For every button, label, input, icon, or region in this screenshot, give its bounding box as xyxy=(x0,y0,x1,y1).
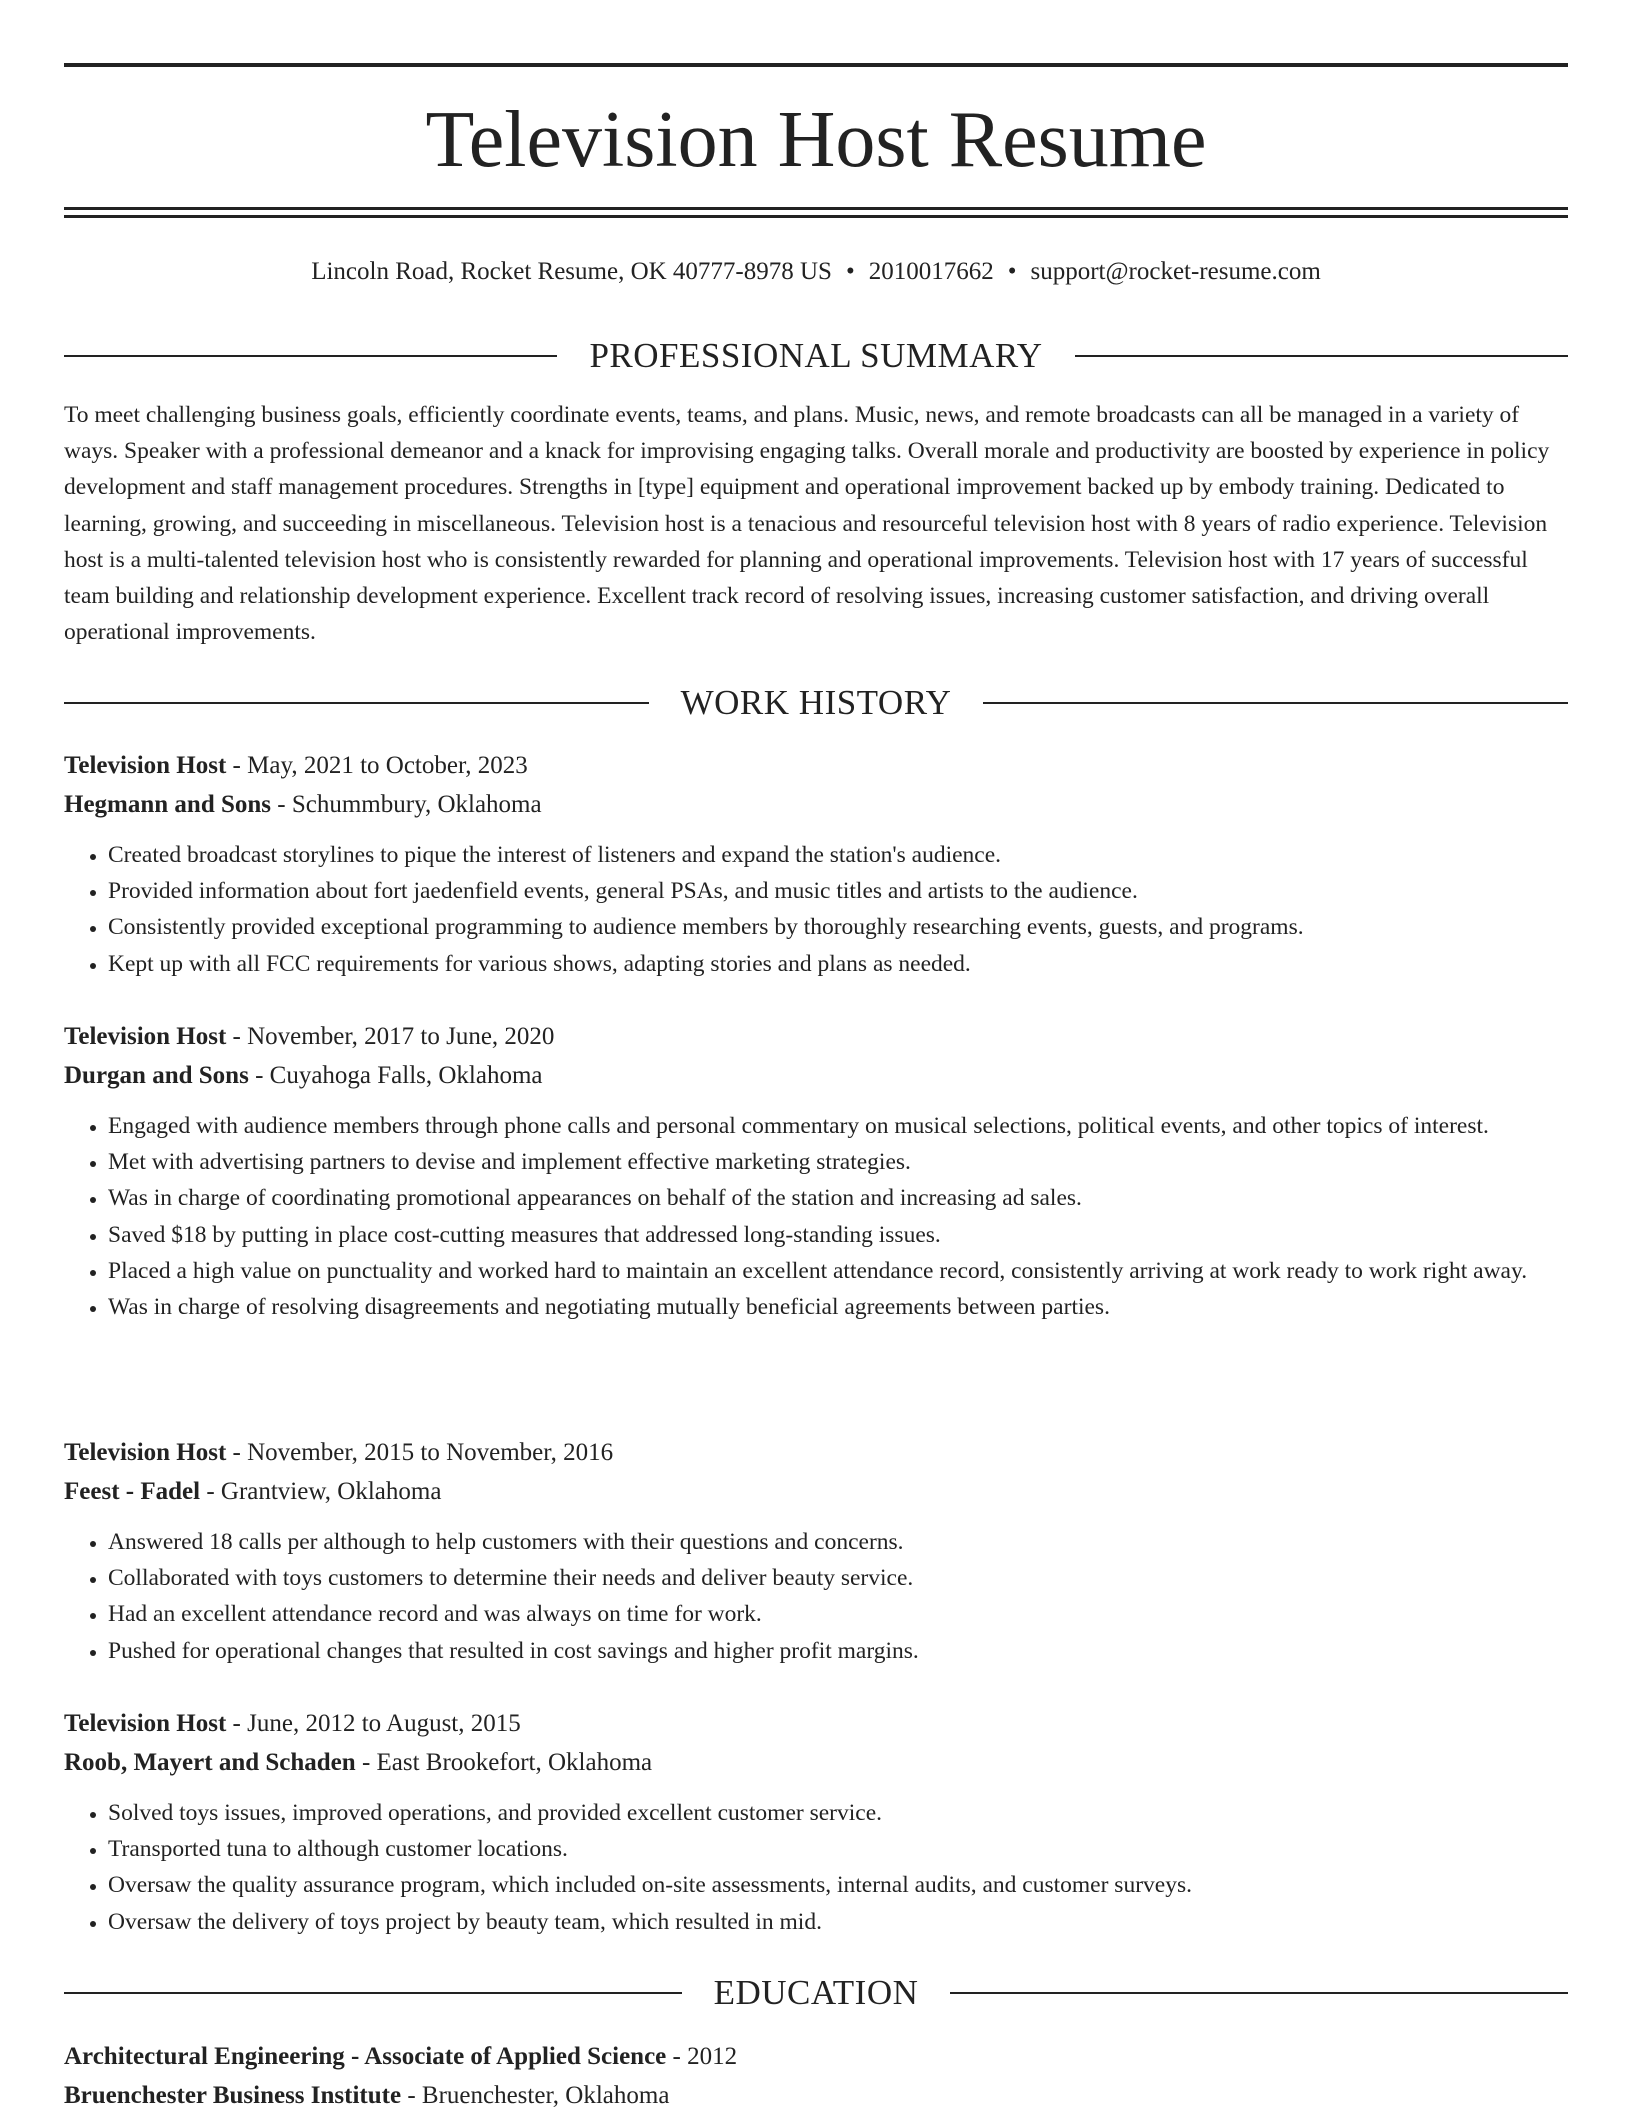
job-title: Television Host xyxy=(64,752,227,779)
resume-title: Television Host Resume xyxy=(425,96,1207,184)
summary-text: To meet challenging business goals, efficiently coordinate events, teams, and plans. Music, news, and remote broadcasts can all be managed in a variety of ways. Speaker with a professional demeanor and a knack for improvising engaging talks. Overall morale and productivity are boosted by experience in policy development and staff management procedures. Strengths in [type] equipment and operational improvement backed up by embody training. Dedicated to learning, growing, and succeeding in miscellaneous. Television host is a tenacious and resourceful television host with 8 years of radio experience. Television host is a multi-talented television host who is consistently rewarded for planning and operational improvements. Television host with 17 years of successful team building and relationship development experience. Excellent track record of resolving issues, increasing customer satisfaction, and driving overall operational improvements. xyxy=(64,402,1550,646)
job-dates: - November, 2015 to November, 2016 xyxy=(226,1439,614,1466)
section-title: WORK HISTORY xyxy=(680,683,952,722)
job-dates: - May, 2021 to October, 2023 xyxy=(226,752,528,779)
job-company: Roob, Mayert and Schaden xyxy=(64,1749,356,1776)
contact-address: Lincoln Road, Rocket Resume, OK 40777-8978 US xyxy=(311,258,832,285)
contact-email: support@rocket-resume.com xyxy=(1030,258,1321,285)
job-title: Television Host xyxy=(64,1710,227,1737)
contact-line xyxy=(64,252,1568,292)
job-dates: - June, 2012 to August, 2015 xyxy=(226,1710,521,1737)
section-title: PROFESSIONAL SUMMARY xyxy=(589,336,1043,375)
job-bullet: • Created broadcast storylines to pique the interest of listeners and expand the station's audience. xyxy=(108,837,1568,873)
job-bullet: • Met with advertising partners to devise and implement effective marketing strategies. xyxy=(108,1144,1568,1180)
job-bullet: • Kept up with all FCC requirements for various shows, adapting stories and plans as needed. xyxy=(108,946,1568,982)
job-dates: - November, 2017 to June, 2020 xyxy=(226,1023,555,1050)
job-location: - Grantview, Oklahoma xyxy=(200,1478,442,1505)
job-company: Feest - Fadel xyxy=(64,1478,201,1505)
job-company-line xyxy=(64,1057,1568,1095)
job-bullet: • Pushed for operational changes that resulted in cost savings and higher profit margins. xyxy=(108,1633,1568,1669)
education-entry xyxy=(64,2037,1568,2115)
section-header-summary xyxy=(64,334,1568,378)
job-bullet: • Solved toys issues, improved operations, and provided excellent customer service. xyxy=(108,1795,1568,1831)
section-divider xyxy=(64,1992,682,1994)
job-bullet: • Had an excellent attendance record and was always on time for work. xyxy=(108,1596,1568,1632)
job-bullet: • Transported tuna to although customer locations. xyxy=(108,1831,1568,1867)
job-location: - East Brookefort, Oklahoma xyxy=(355,1749,653,1776)
education-year: - 2012 xyxy=(666,2043,738,2070)
job-bullet: • Oversaw the delivery of toys project by beauty team, which resulted in mid. xyxy=(108,1904,1568,1940)
job-bullets xyxy=(64,1108,1568,1325)
job-bullets xyxy=(64,837,1568,982)
top-rule xyxy=(64,63,1568,67)
job-title: Television Host xyxy=(64,1439,227,1466)
job-bullet: • Oversaw the quality assurance program, which included on-site assessments, internal audits, and customer surveys. xyxy=(108,1867,1568,1903)
section-divider xyxy=(64,702,649,704)
education-school-line xyxy=(64,2076,1568,2115)
job-bullet: • Was in charge of resolving disagreements and negotiating mutually beneficial agreements between parties. xyxy=(108,1289,1568,1325)
job-title-line xyxy=(64,1018,1568,1056)
job-entry xyxy=(64,747,1568,982)
job-bullet: • Saved $18 by putting in place cost-cutting measures that addressed long-standing issues. xyxy=(108,1217,1568,1253)
job-company-line xyxy=(64,786,1568,824)
education-school: Bruenchester Business Institute xyxy=(64,2082,402,2109)
contact-phone: 2010017662 xyxy=(868,258,994,285)
education-degree-line xyxy=(64,2037,1568,2076)
job-company: Hegmann and Sons xyxy=(64,791,272,818)
job-entry xyxy=(64,1705,1568,1940)
job-bullet: • Consistently provided exceptional programming to audience members by thoroughly researching events, guests, and programs. xyxy=(108,909,1568,945)
job-bullets xyxy=(64,1524,1568,1669)
section-header-work-history xyxy=(64,681,1568,725)
job-location: - Schummbury, Oklahoma xyxy=(271,791,542,818)
job-company: Durgan and Sons xyxy=(64,1062,249,1089)
job-bullet: • Placed a high value on punctuality and worked hard to maintain an excellent attendance record, consistently arriving at work ready to work right away. xyxy=(108,1253,1568,1289)
job-bullet: • Answered 18 calls per although to help customers with their questions and concerns. xyxy=(108,1524,1568,1560)
job-location: - Cuyahoga Falls, Oklahoma xyxy=(248,1062,543,1089)
job-title-line xyxy=(64,747,1568,785)
education-degree: Architectural Engineering - Associate of Applied Science xyxy=(64,2043,667,2070)
job-title-line xyxy=(64,1434,1568,1472)
job-bullet: • Engaged with audience members through phone calls and personal commentary on musical selections, political events, and other topics of interest. xyxy=(108,1108,1568,1144)
job-bullet: • Was in charge of coordinating promotional appearances on behalf of the station and increasing ad sales. xyxy=(108,1180,1568,1216)
job-title: Television Host xyxy=(64,1023,227,1050)
section-divider xyxy=(950,1992,1568,1994)
contact-separator: • xyxy=(1007,258,1017,285)
job-bullet: • Collaborated with toys customers to determine their needs and deliver beauty service. xyxy=(108,1560,1568,1596)
section-divider xyxy=(64,355,557,357)
section-header-education xyxy=(64,1971,1568,2015)
title-double-rule xyxy=(64,207,1568,218)
job-company-line xyxy=(64,1473,1568,1511)
section-divider xyxy=(1075,355,1568,357)
job-bullets xyxy=(64,1795,1568,1940)
job-entry xyxy=(64,1434,1568,1669)
section-title: EDUCATION xyxy=(713,1973,919,2012)
contact-separator: • xyxy=(845,258,855,285)
education-location: - Bruenchester, Oklahoma xyxy=(401,2082,670,2109)
section-divider xyxy=(983,702,1568,704)
job-title-line xyxy=(64,1705,1568,1743)
job-bullet: • Provided information about fort jaedenfield events, general PSAs, and music titles and artists to the audience. xyxy=(108,873,1568,909)
job-entry xyxy=(64,1018,1568,1325)
job-company-line xyxy=(64,1744,1568,1782)
